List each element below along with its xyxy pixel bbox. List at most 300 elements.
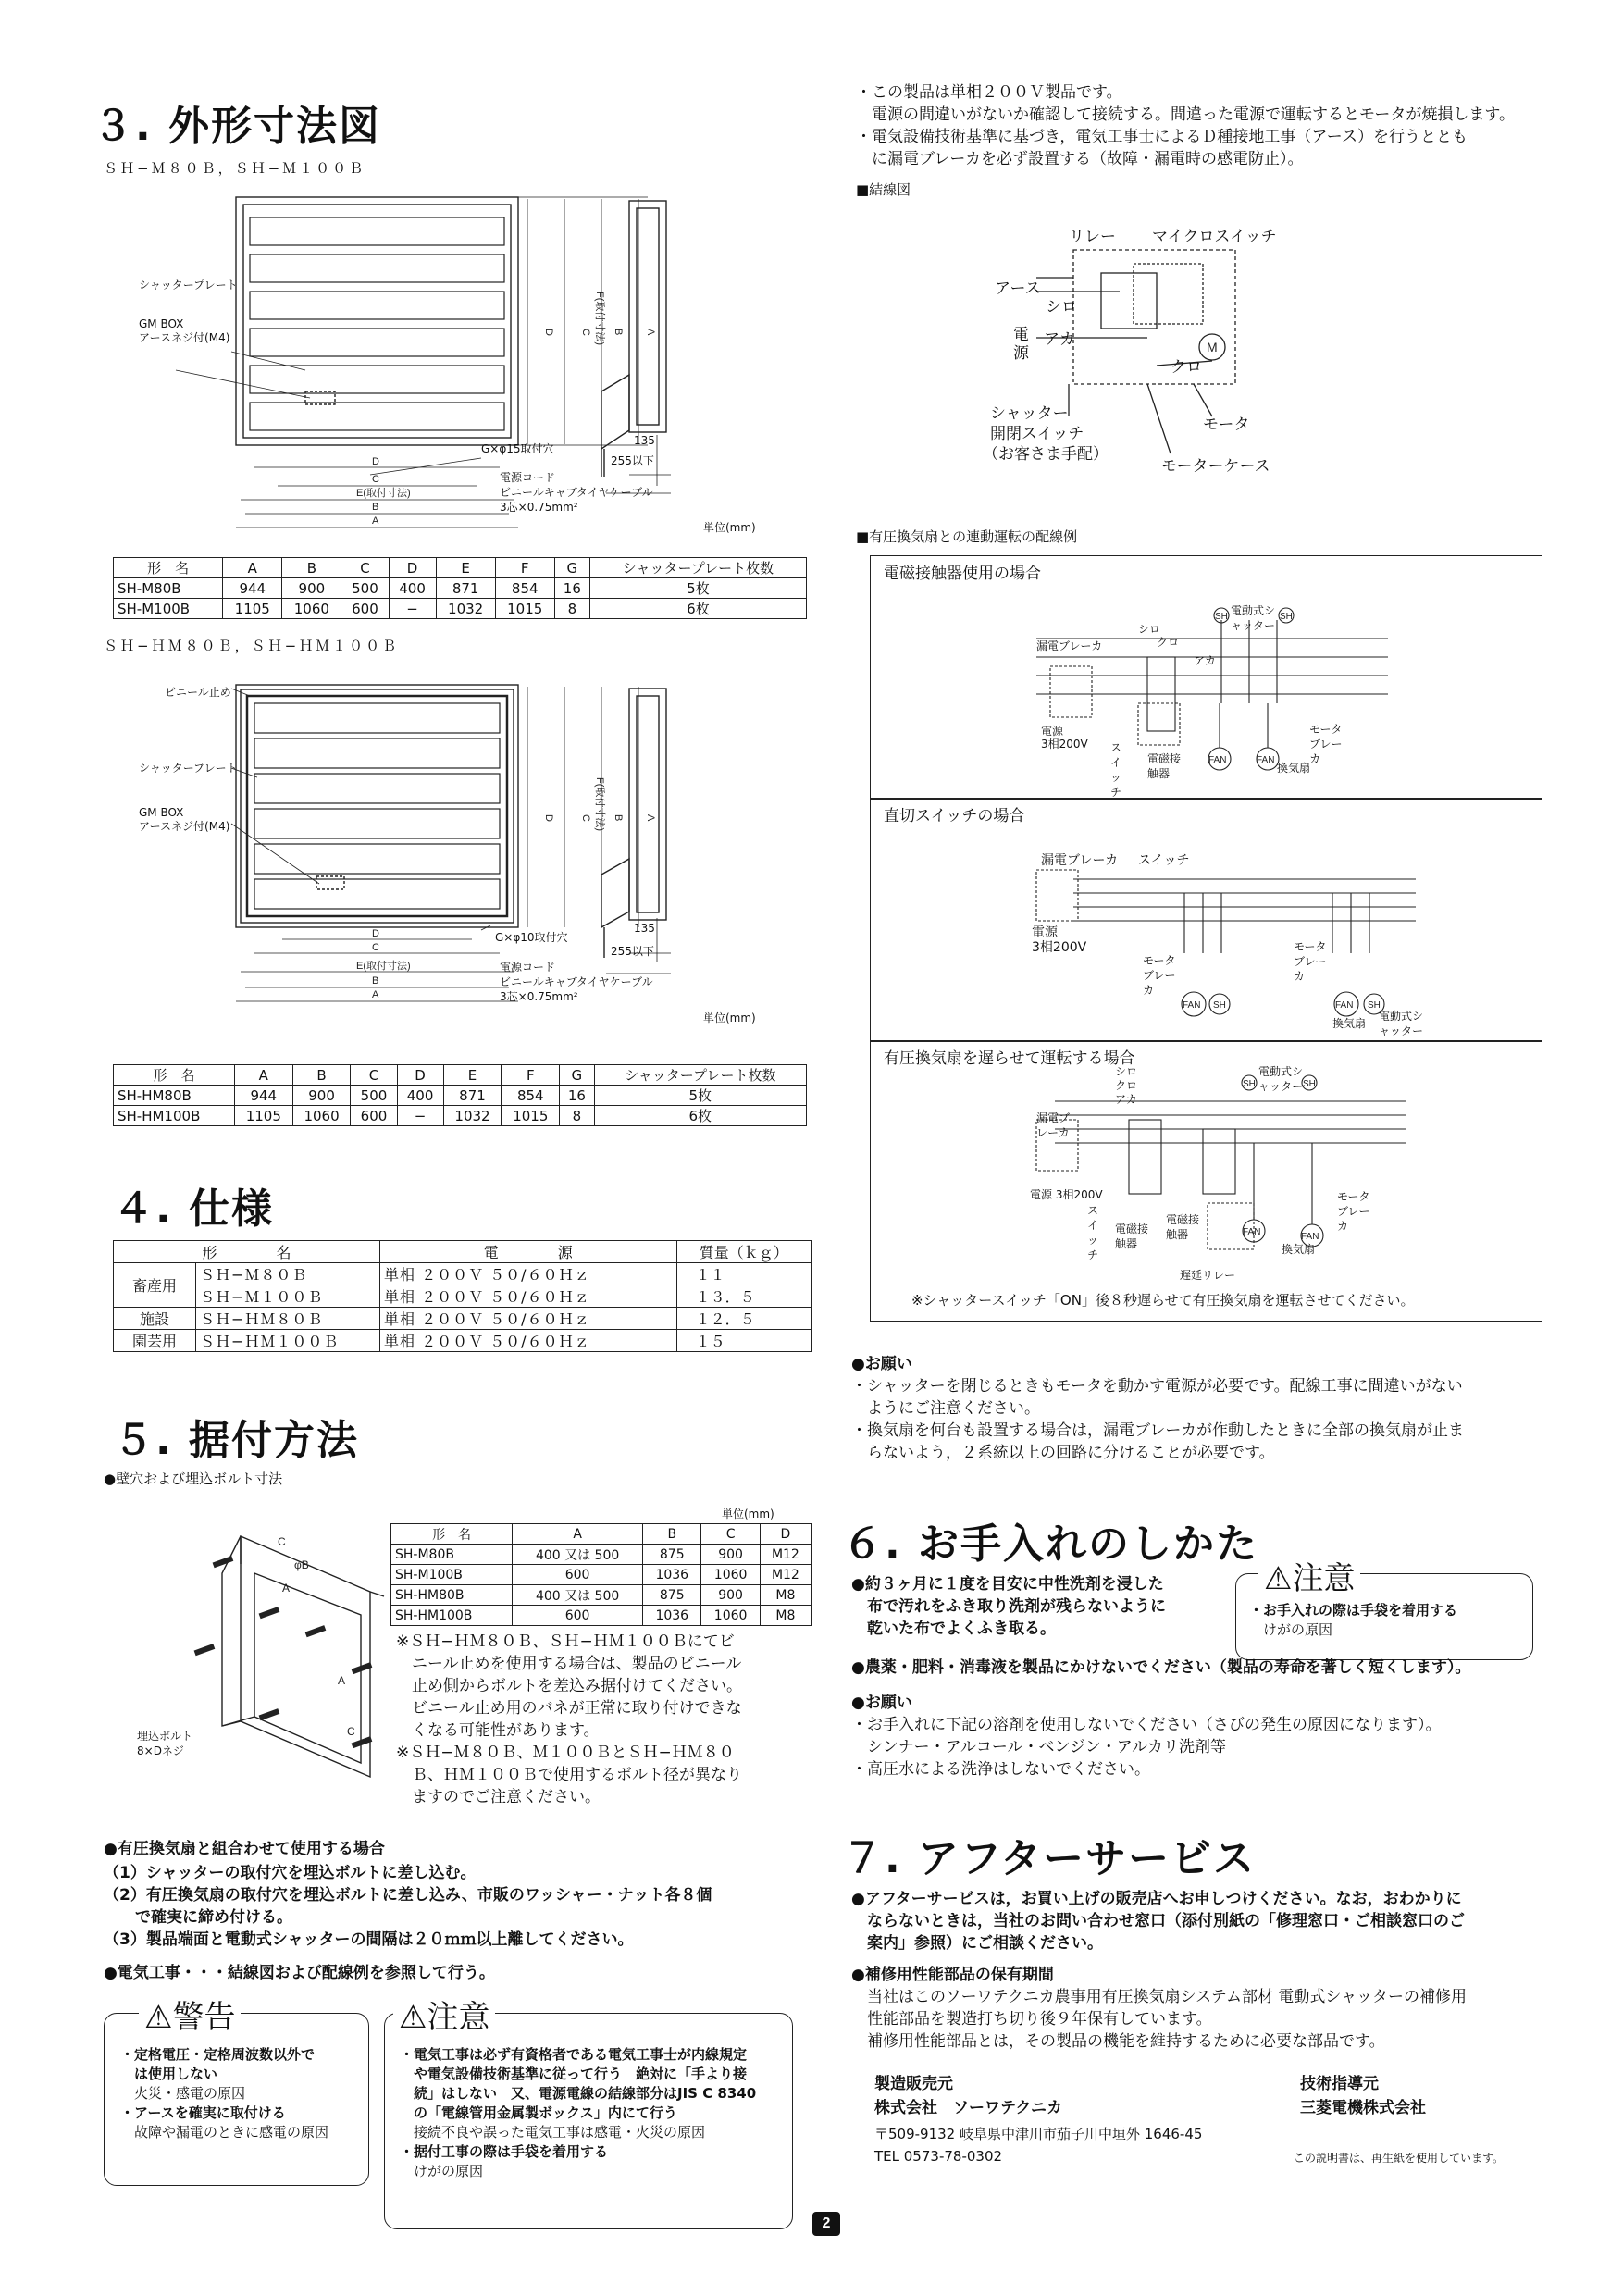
th-a: A: [223, 558, 282, 578]
cell: 1032: [443, 1106, 502, 1126]
th-d: D: [760, 1524, 811, 1545]
combo-title: ●有圧換気扇と組合わせて使用する場合: [104, 1840, 385, 1858]
c3-shiro: シロ: [1115, 1065, 1138, 1078]
section-6-title: ６. お手入れのしかた: [842, 1520, 1259, 1568]
cell: 500: [341, 578, 389, 599]
request-line: ・換気扇を何台も設置する場合は，漏電ブレーカが作動したときに全部の換気扇が止ま: [851, 1421, 1464, 1440]
cell: 900: [292, 1086, 351, 1106]
label-mount-hole-2: G×φ10取付穴: [495, 931, 568, 944]
table-row: [114, 599, 807, 619]
request-title-1: ●お願い: [851, 1355, 912, 1373]
section-3-title: ３. 外形寸法図: [93, 103, 382, 150]
cell: 900: [282, 578, 341, 599]
power-line: ・この製品は単相２００Ｖ製品です。: [856, 83, 1122, 102]
c2-motor-breaker-1: モータブレーカ: [1143, 954, 1176, 997]
c2-power: 電源: [1032, 925, 1058, 940]
cell: 1060: [282, 599, 341, 619]
service-line: ●アフターサービスは，お買い上げの販売店へお申しつけください。なお，おわかりに: [851, 1890, 1462, 1908]
table-row: [114, 1330, 812, 1352]
warning-title-wrap: [139, 1992, 241, 2037]
cell: M8: [760, 1585, 811, 1606]
cell: 944: [234, 1086, 292, 1106]
th-g: G: [554, 558, 589, 578]
bolt-notes: [396, 1631, 742, 1808]
table-row: [391, 1606, 812, 1626]
label-gmbox-2: GM BOX: [139, 806, 184, 819]
table-header-row: [391, 1524, 812, 1545]
bolt-table: [390, 1523, 812, 1626]
note-line: ビニール止め用のバネが正常に取り付けできな: [396, 1699, 742, 1718]
parts-title: ●補修用性能部品の保有期間: [851, 1966, 1054, 1984]
th-a: A: [513, 1524, 643, 1545]
svg-text:FAN: FAN: [1301, 1232, 1319, 1242]
c3-breaker: 漏電ブレーカ: [1036, 1111, 1071, 1139]
svg-text:C: C: [278, 1535, 286, 1548]
cell: 600: [513, 1606, 643, 1626]
warning-line: ・アースを確実に取付ける: [120, 2104, 286, 2121]
c2-fan-name: 換気扇: [1332, 1017, 1367, 1030]
warning-title: 警告: [172, 1999, 236, 2036]
warning-line: は使用しない: [120, 2066, 218, 2082]
c1-switch: スイッチ: [1110, 741, 1122, 799]
note-line: Ｂ、ＨＭ１００Ｂで使用するボルト径が異なり: [396, 1766, 742, 1784]
svg-text:SH: SH: [1303, 1079, 1316, 1089]
wd-sw2: 開閉スイッチ: [990, 425, 1084, 443]
th-power: 電 源: [380, 1241, 677, 1263]
cell: SH-HM100B: [391, 1606, 513, 1626]
interlock-diagram-1: [1036, 602, 1406, 787]
cell: ＳＨ−ＨＭ８０Ｂ: [196, 1308, 380, 1330]
caution-line: けがの原因: [400, 2163, 484, 2179]
th-model: 形 名: [114, 558, 223, 578]
service-line: ならないときは，当社のお問い合わせ窓口（添付別紙の「修理窓口・ご相談窓口のご: [851, 1912, 1465, 1930]
th-plates: シャッタープレート枚数: [594, 1065, 806, 1086]
c1-kuro: クロ: [1157, 636, 1180, 649]
svg-text:SH: SH: [1215, 612, 1228, 622]
step-line: で確実に締め付ける。: [104, 1908, 292, 1927]
model-subtitle-2: ＳＨ−ＨＭ８０Ｂ，ＳＨ−ＨＭ１００Ｂ: [104, 638, 400, 654]
power-line: 電源の間違いがないか確認して接続する。間違った電源で運転するとモータが焼損します。: [856, 105, 1515, 124]
request-line: ・お手入れに下記の溶剤を使用しないでください（さびの発生の原因になります）。: [851, 1716, 1442, 1734]
cell: 6枚: [594, 1106, 806, 1126]
caution-lines-1: [400, 2045, 756, 2181]
label-gmbox-1: GM BOX: [139, 317, 184, 330]
cell: １５: [676, 1330, 811, 1352]
svg-text:SH: SH: [1213, 1000, 1226, 1011]
caution-line: けがの原因: [1249, 1621, 1333, 1638]
th-model: 形 名: [114, 1065, 235, 1086]
table-header-row: [114, 558, 807, 578]
th-model: 形 名: [391, 1524, 513, 1545]
th-d: D: [397, 1065, 443, 1086]
caution-title-wrap-2: [1258, 1553, 1360, 1598]
svg-text:C: C: [580, 814, 591, 822]
label-cord-2c: 3芯×0.75mm²: [500, 990, 578, 1003]
group-livestock: 畜産用: [114, 1263, 196, 1308]
label-vinyl-stop: ビニール止め: [165, 686, 231, 699]
cell: SH-M80B: [391, 1545, 513, 1565]
cell: SH-M100B: [391, 1565, 513, 1585]
svg-text:B: B: [372, 502, 379, 513]
caution-line: ・電気工事は必ず有資格者である電気工事士が内線規定: [400, 2046, 748, 2063]
combo-steps: [104, 1862, 712, 1951]
svg-text:D: D: [372, 456, 379, 467]
wall-hole-drawing: [185, 1518, 389, 1795]
th-g: G: [560, 1065, 594, 1086]
table-row: [114, 1285, 812, 1308]
note-line: くなる可能性があります。: [396, 1721, 600, 1740]
svg-text:A: A: [645, 814, 656, 822]
no-chemicals-note: ●農薬・肥料・消毒液を製品にかけないでください（製品の寿命を著しく短くします）。: [851, 1658, 1471, 1677]
table-header-row: [114, 1065, 807, 1086]
cell: 854: [502, 1086, 560, 1106]
seller-address: 〒509-9132 岐阜県中津川市茄子川中垣外 1646-45: [874, 2126, 1203, 2142]
bolt-spec: 8×Dネジ: [137, 1744, 184, 1757]
cell: −: [389, 599, 436, 619]
wd-earth: アース: [995, 279, 1041, 298]
cell: 500: [351, 1086, 397, 1106]
c3-contactor-2: 電磁接触器: [1166, 1213, 1200, 1241]
caution-line: ・据付工事の際は手袋を着用する: [400, 2143, 609, 2160]
wd-micro-switch: マイクロスイッチ: [1152, 228, 1277, 246]
cell: 400: [397, 1086, 443, 1106]
c1-contactor: 電磁接触器: [1147, 752, 1182, 780]
label-shutter-plate-1: シャッタープレート: [139, 279, 238, 292]
svg-text:E(取付寸法): E(取付寸法): [356, 961, 411, 972]
table-header-row: [114, 1241, 812, 1263]
caution-lines-2: [1249, 1601, 1457, 1640]
th-f: F: [495, 558, 554, 578]
c1-breaker: 漏電ブレーカ: [1036, 639, 1103, 652]
cell: 854: [495, 578, 554, 599]
parts-line: 性能部品を製造打ち切り後９年保有しています。: [851, 2010, 1212, 2029]
svg-text:C: C: [372, 942, 379, 953]
request-line: らないよう，２系統以上の回路に分けることが必要です。: [851, 1444, 1275, 1462]
spec-table: [113, 1240, 812, 1352]
cell: 1032: [436, 599, 495, 619]
group-horticulture: 園芸用: [114, 1330, 196, 1352]
interlock-diagram-3: [1018, 1074, 1434, 1286]
note-line: ※ＳＨ−ＨＭ８０Ｂ、ＳＨ−ＨＭ１００Ｂにてビ: [396, 1632, 735, 1651]
parts-text: [851, 1986, 1467, 2053]
note-line: ニール止めを使用する場合は、製品のビニール: [396, 1655, 742, 1673]
case-2-title: 直切スイッチの場合: [884, 807, 1025, 825]
note-line: ますのでご注意ください。: [396, 1788, 601, 1806]
bolt-title: ●壁穴および埋込ボルト寸法: [104, 1471, 283, 1487]
svg-text:E(取付寸法): E(取付寸法): [356, 488, 411, 499]
warning-line: 火災・感電の原因: [120, 2085, 246, 2102]
parts-line: 補修用性能部品とは，その製品の機能を維持するために必要な部品です。: [851, 2032, 1385, 2051]
c2-switch: スイッチ: [1138, 853, 1190, 868]
label-cord-1c: 3芯×0.75mm²: [500, 501, 578, 514]
cell: 1036: [643, 1565, 701, 1585]
dimension-table-1: [113, 557, 807, 619]
c1-motor-breaker: モータブレーカ: [1309, 723, 1343, 765]
c2-breaker: 漏電ブレーカ: [1041, 853, 1119, 868]
section-4-title: ４. 仕様: [113, 1185, 275, 1233]
dimension-drawing-2: [93, 676, 759, 1036]
cell: 400 又は 500: [513, 1545, 643, 1565]
warning-line: ・定格電圧・定格周波数以外で: [120, 2046, 316, 2063]
cell: 600: [513, 1565, 643, 1585]
cell: １２．５: [676, 1308, 811, 1330]
c3-shutter: 電動式シャッター: [1258, 1065, 1304, 1093]
unit-label-2: 単位(mm): [703, 1011, 756, 1024]
th-c: C: [351, 1065, 397, 1086]
c3-power: 電源 3相200V: [1030, 1188, 1103, 1201]
caution-line: ・お手入れの際は手袋を着用する: [1249, 1602, 1458, 1619]
cell: 871: [436, 578, 495, 599]
request-lines-2: [851, 1714, 1442, 1781]
th-b: B: [643, 1524, 701, 1545]
caution-line: や電気設備技術基準に従って行う 絶対に「手より接: [400, 2066, 748, 2082]
wd-shiro: シロ: [1046, 298, 1077, 316]
wd-sw3: （お客さま手配）: [983, 445, 1109, 464]
request-line: ようにご注意ください。: [851, 1399, 1040, 1418]
cell: 1015: [502, 1106, 560, 1126]
cell: SH-M80B: [114, 578, 223, 599]
request-title-2: ●お願い: [851, 1694, 912, 1712]
svg-text:D: D: [543, 329, 554, 336]
svg-text:FAN: FAN: [1243, 1227, 1261, 1237]
request-line: シンナー・アルコール・ベンジン・アルカリ洗剤等: [851, 1738, 1227, 1756]
cell: 1105: [223, 599, 282, 619]
c1-shiro: シロ: [1138, 623, 1161, 636]
cell: 6枚: [589, 599, 806, 619]
warning-lines: [120, 2045, 328, 2142]
table-row: [114, 1263, 812, 1285]
after-service-text: [851, 1888, 1465, 1955]
svg-text:C: C: [580, 329, 591, 336]
cell: 16: [554, 578, 589, 599]
th-c: C: [701, 1524, 760, 1545]
label-dim-255-1: 255以下: [611, 454, 654, 467]
svg-text:B: B: [613, 329, 624, 336]
svg-text:FAN: FAN: [1257, 755, 1275, 765]
cell: 単相 ２００Ｖ ５０/６０Ｈｚ: [380, 1308, 677, 1330]
svg-text:B: B: [613, 814, 624, 822]
wd-motor: モータ: [1203, 416, 1250, 434]
th-b: B: [282, 558, 341, 578]
c2-shutter: 電動式シャッター: [1379, 1010, 1424, 1037]
c1-fan-name: 換気扇: [1277, 762, 1311, 775]
cell: ＳＨ−Ｍ８０Ｂ: [196, 1263, 380, 1285]
label-dim-135-1: 135: [634, 434, 655, 447]
label-dim-255-2: 255以下: [611, 945, 654, 958]
label-cord-2b: ビニールキャブタイヤケーブル: [500, 975, 653, 988]
th-e: E: [436, 558, 495, 578]
c3-motor-breaker: モータブレーカ: [1337, 1190, 1370, 1233]
guide-label: 技術指導元: [1300, 2075, 1379, 2093]
cell: １３．５: [676, 1285, 811, 1308]
cell: 875: [643, 1545, 701, 1565]
care-instructions: [851, 1573, 1166, 1640]
label-cord-1a: 電源コード: [500, 471, 556, 484]
cell: SH-HM100B: [114, 1106, 235, 1126]
svg-text:A: A: [338, 1674, 346, 1687]
th-d: D: [389, 558, 436, 578]
cell: ＳＨ−Ｍ１００Ｂ: [196, 1285, 380, 1308]
power-notes: [856, 81, 1515, 170]
c1-power: 電源: [1041, 725, 1064, 738]
wd-power: 電源: [1013, 326, 1029, 363]
svg-text:A: A: [372, 989, 379, 1000]
table-row: [114, 1106, 807, 1126]
seller-name: 株式会社 ソーワテクニカ: [874, 2099, 1062, 2117]
th-model: 形 名: [114, 1241, 380, 1263]
dimension-drawing-1: [93, 180, 759, 546]
svg-text:φB: φB: [294, 1558, 309, 1571]
note-line: ※ＳＨ−Ｍ８０Ｂ、Ｍ１００ＢとＳＨ−ＨＭ８０: [396, 1744, 735, 1762]
cell: 1060: [701, 1565, 760, 1585]
cell: 8: [554, 599, 589, 619]
c1-aka: アカ: [1194, 654, 1216, 667]
wiring-title: ■結線図: [856, 181, 911, 198]
note-line: 止め側からボルトを差込み据付けてください。: [396, 1677, 742, 1695]
wd-kuro: クロ: [1171, 358, 1202, 377]
cell: 1105: [234, 1106, 292, 1126]
svg-text:D: D: [543, 814, 554, 822]
cell: 400: [389, 578, 436, 599]
group-facility: 施設: [114, 1308, 196, 1330]
recycle-note: この説明書は、再生紙を使用しています。: [1294, 2152, 1505, 2165]
c3-switch: スイッチ: [1087, 1204, 1099, 1261]
cell: M12: [760, 1545, 811, 1565]
wd-aka: アカ: [1044, 330, 1075, 349]
table-row: [114, 1308, 812, 1330]
svg-text:C: C: [372, 474, 379, 485]
cell: 単相 ２００Ｖ ５０/６０Ｈｚ: [380, 1330, 677, 1352]
cell: 単相 ２００Ｖ ５０/６０Ｈｚ: [380, 1285, 677, 1308]
guide-name: 三菱電機株式会社: [1300, 2099, 1426, 2117]
svg-text:FAN: FAN: [1335, 1000, 1354, 1011]
svg-text:B: B: [372, 975, 379, 987]
cell: 600: [351, 1106, 397, 1126]
cell: １１: [676, 1263, 811, 1285]
case-3-note: ※シャッタースイッチ「ON」後８秒遅らせて有圧換気扇を運転させてください。: [911, 1292, 1415, 1309]
cell: 1036: [643, 1606, 701, 1626]
cell: M12: [760, 1565, 811, 1585]
svg-text:SH: SH: [1280, 612, 1293, 622]
case-3-title: 有圧換気扇を遅らせて運転する場合: [884, 1049, 1135, 1068]
model-subtitle-1: ＳＨ−Ｍ８０Ｂ，ＳＨ−Ｍ１００Ｂ: [104, 160, 366, 177]
section-5-title: ５. 据付方法: [113, 1417, 360, 1464]
cell: ＳＨ−ＨＭ１００Ｂ: [196, 1330, 380, 1352]
label-earth-screw-2: アースネジ付(M4): [139, 820, 230, 833]
label-dim-135-2: 135: [634, 922, 655, 935]
svg-text:M: M: [1207, 340, 1218, 354]
step-line: （3）製品端面と電動式シャッターの間隔は２０ｍｍ以上離してください。: [104, 1930, 634, 1949]
cell: 875: [643, 1585, 701, 1606]
c1-shutter: 電動式シャッター: [1231, 604, 1276, 632]
th-mass: 質量（ｋｇ）: [676, 1241, 811, 1263]
table-row: [114, 578, 807, 599]
caution-title-2: 注意: [1292, 1560, 1356, 1597]
care-line: 乾いた布でよくふき取る。: [851, 1620, 1056, 1638]
th-plates: シャッタープレート枚数: [589, 558, 806, 578]
wd-sw1: シャッター: [990, 404, 1069, 423]
label-earth-screw-1: アースネジ付(M4): [139, 331, 230, 344]
c3-aka: アカ: [1115, 1093, 1137, 1106]
th-b: B: [292, 1065, 351, 1086]
cell: SH-M100B: [114, 599, 223, 619]
cell: 944: [223, 578, 282, 599]
c3-fan-name: 換気扇: [1282, 1243, 1316, 1256]
cell: 単相 ２００Ｖ ５０/６０Ｈｚ: [380, 1263, 677, 1285]
table-row: [391, 1585, 812, 1606]
svg-text:FAN: FAN: [1208, 755, 1227, 765]
caution-icon: ⚠: [399, 1999, 427, 2036]
bolt-label: 埋込ボルト: [137, 1730, 193, 1743]
warning-line: 故障や漏電のときに感電の原因: [120, 2124, 329, 2141]
table-row: [114, 1086, 807, 1106]
svg-text:SH: SH: [1368, 1000, 1381, 1011]
svg-text:C: C: [347, 1725, 355, 1738]
cell: M8: [760, 1606, 811, 1626]
cell: 400 又は 500: [513, 1585, 643, 1606]
cell: 5枚: [594, 1086, 806, 1106]
th-f: F: [502, 1065, 560, 1086]
warning-icon: ⚠: [144, 1999, 173, 2036]
request-line: ・高圧水による洗浄はしないでください。: [851, 1760, 1150, 1779]
request-lines-1: [851, 1375, 1464, 1464]
cell: 1015: [495, 599, 554, 619]
caution-line: 接続不良や誤った電気工事は感電・火災の原因: [400, 2124, 706, 2141]
c3-delay-relay: 遅延リレー: [1180, 1269, 1236, 1282]
cell: SH-HM80B: [114, 1086, 235, 1106]
step-line: （2）有圧換気扇の取付穴を埋込ボルトに差し込み、市販のワッシャー・ナット各８個: [104, 1886, 712, 1905]
service-line: 案内」参照）にご相談ください。: [851, 1934, 1103, 1953]
c3-contactor-1: 電磁接触器: [1115, 1222, 1149, 1250]
svg-text:F(取付寸法): F(取付寸法): [594, 292, 605, 346]
cell: 900: [701, 1545, 760, 1565]
wd-relay: リレー: [1069, 228, 1116, 246]
unit-label-3: 単位(mm): [722, 1508, 774, 1520]
c3-kuro: クロ: [1115, 1079, 1138, 1092]
th-c: C: [341, 558, 389, 578]
cell: 1060: [701, 1606, 760, 1626]
svg-text:A: A: [645, 329, 656, 336]
th-e: E: [443, 1065, 502, 1086]
svg-text:A: A: [372, 515, 379, 527]
svg-text:D: D: [372, 928, 379, 939]
electric-work-note: ●電気工事・・・結線図および配線例を参照して行う。: [104, 1964, 495, 1982]
svg-text:A: A: [282, 1582, 291, 1595]
interlock-title: ■有圧換気扇との連動運転の配線例: [856, 528, 1078, 545]
cell: −: [397, 1106, 443, 1126]
cell: 900: [701, 1585, 760, 1606]
care-line: ●約３ヶ月に１度を目安に中性洗剤を浸した: [851, 1575, 1164, 1594]
wd-motor-case: モーターケース: [1161, 457, 1270, 476]
caution-title-wrap-1: [393, 1992, 495, 2037]
power-line: ・電気設備技術基準に基づき，電気工事士によるＤ種接地工事（アース）を行うととも: [856, 128, 1468, 146]
label-cord-2a: 電源コード: [500, 961, 556, 974]
caution-line: の「電線管用金属製ボックス」内にて行う: [400, 2104, 677, 2121]
table-row: [391, 1565, 812, 1585]
caution-icon: ⚠: [1264, 1560, 1293, 1597]
label-shutter-plate-2: シャッタープレート: [139, 762, 238, 775]
label-cord-1b: ビニールキャブタイヤケーブル: [500, 486, 653, 499]
th-a: A: [234, 1065, 292, 1086]
parts-line: 当社はこのソーワテクニカ農事用有圧換気扇システム部材 電動式シャッターの補修用: [851, 1988, 1468, 2006]
cell: 871: [443, 1086, 502, 1106]
seller-label: 製造販売元: [874, 2075, 953, 2093]
case-1-title: 電磁接触器使用の場合: [884, 565, 1041, 583]
unit-label-1: 単位(mm): [703, 521, 756, 534]
c1-power-b: 3相200V: [1041, 738, 1088, 751]
cell: 8: [560, 1106, 594, 1126]
cell: 16: [560, 1086, 594, 1106]
